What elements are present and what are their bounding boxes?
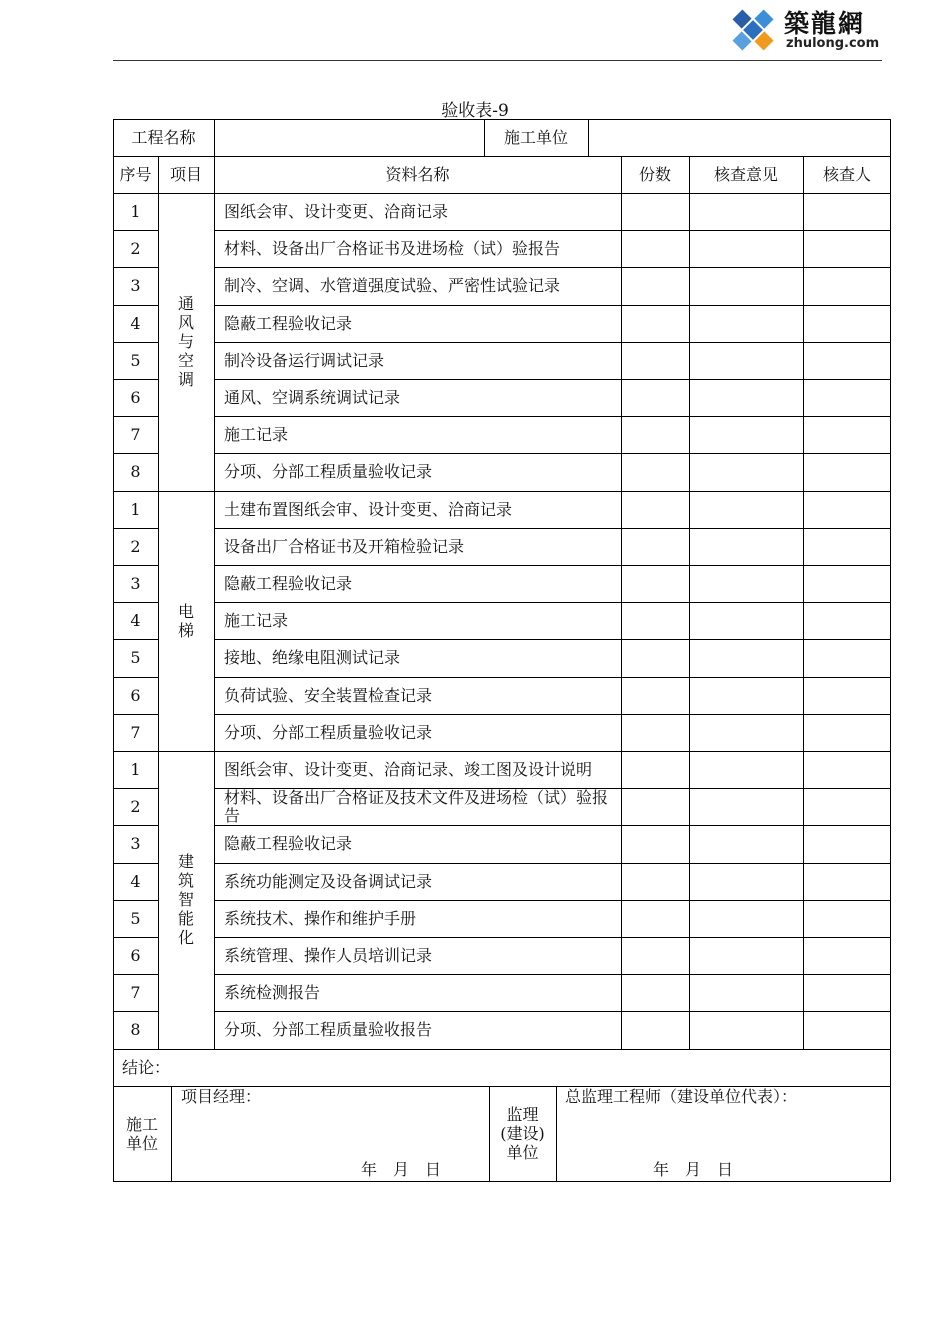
row-checker-cell [803, 677, 891, 714]
row-opinion-cell [689, 453, 803, 490]
row-opinion-cell [689, 639, 803, 676]
col-header-item: 项目 [169, 165, 202, 184]
row-copies-cell [621, 677, 689, 714]
row-document-name: 施工记录 [224, 425, 289, 445]
row-copies-cell [621, 379, 689, 416]
grid-line [621, 193, 622, 491]
grid-line [621, 156, 622, 193]
row-opinion-cell [689, 565, 803, 602]
logo-mark-icon [724, 2, 782, 58]
row-checker-cell [803, 267, 891, 304]
row-document-name: 图纸会审、设计变更、洽商记录 [224, 202, 449, 222]
row-seq-number: 5 [130, 908, 141, 928]
row-opinion-cell [689, 379, 803, 416]
section-label: 电梯 [177, 601, 194, 640]
row-opinion-cell [689, 1011, 803, 1048]
row-copies-cell [621, 342, 689, 379]
row-checker-cell [803, 416, 891, 453]
section-label: 建筑智能化 [177, 852, 194, 948]
row-seq-number: 3 [130, 574, 141, 594]
row-copies-cell [621, 602, 689, 639]
grid-line [689, 156, 690, 193]
row-copies-cell [621, 900, 689, 937]
row-checker-cell [803, 900, 891, 937]
row-document-name: 系统管理、操作人员培训记录 [224, 946, 433, 966]
header-rule [113, 60, 882, 61]
row-document-name: 土建布置图纸会审、设计变更、洽商记录 [224, 499, 513, 519]
col-header-doc-name: 资料名称 [385, 165, 450, 184]
row-opinion-cell [689, 714, 803, 751]
date-field-right: 年 月 日 [653, 1160, 734, 1179]
grid-line [214, 156, 215, 193]
row-document-name: 系统技术、操作和维护手册 [224, 908, 417, 928]
row-checker-cell [803, 937, 891, 974]
page-title: 验收表-9 [441, 101, 509, 121]
row-opinion-cell [689, 602, 803, 639]
row-seq-number: 5 [130, 648, 141, 668]
grid-line [803, 491, 804, 751]
acceptance-table [113, 119, 891, 1182]
row-document-name: 系统功能测定及设备调试记录 [224, 871, 433, 891]
row-seq-number: 2 [130, 536, 141, 556]
row-checker-cell [803, 342, 891, 379]
row-copies-cell [621, 639, 689, 676]
row-checker-cell [803, 602, 891, 639]
row-checker-cell [803, 714, 891, 751]
supervision-unit-sign-label: 监理(建设)单位 [500, 1105, 545, 1163]
row-copies-cell [621, 863, 689, 900]
grid-line [484, 119, 485, 156]
grid-line [556, 1086, 557, 1182]
row-seq-number: 1 [130, 202, 141, 222]
row-checker-cell [803, 453, 891, 490]
row-opinion-cell [689, 677, 803, 714]
row-copies-cell [621, 825, 689, 862]
row-document-name: 制冷设备运行调试记录 [224, 350, 385, 370]
row-opinion-cell [689, 230, 803, 267]
row-copies-cell [621, 788, 689, 825]
col-header-checker: 核查人 [822, 165, 871, 184]
row-copies-cell [621, 453, 689, 490]
row-seq-number: 6 [130, 946, 141, 966]
row-document-name: 材料、设备出厂合格证书及进场检（试）验报告 [224, 239, 561, 259]
row-document-name: 设备出厂合格证书及开箱检验记录 [224, 536, 465, 556]
row-seq-number: 2 [130, 239, 141, 259]
row-checker-cell [803, 639, 891, 676]
row-checker-cell [803, 788, 891, 825]
row-document-name: 负荷试验、安全装置检查记录 [224, 685, 433, 705]
chief-engineer-label: 总监理工程师（建设单位代表）： [565, 1086, 798, 1106]
row-opinion-cell [689, 937, 803, 974]
row-opinion-cell [689, 305, 803, 342]
row-checker-cell [803, 825, 891, 862]
grid-line [689, 193, 690, 491]
row-copies-cell [621, 714, 689, 751]
row-checker-cell [803, 491, 891, 528]
row-seq-number: 4 [130, 611, 141, 631]
row-opinion-cell [689, 491, 803, 528]
logo-chinese-text: 築龍網 [784, 9, 866, 38]
row-document-name: 通风、空调系统调试记录 [224, 388, 401, 408]
project-name-label: 工程名称 [131, 128, 196, 147]
row-checker-cell [803, 193, 891, 230]
row-opinion-cell [689, 267, 803, 304]
construction-unit-value [588, 119, 891, 156]
row-checker-cell [803, 565, 891, 602]
grid-line [621, 491, 622, 751]
grid-line [171, 1086, 172, 1182]
col-header-copies: 份数 [638, 165, 671, 184]
row-copies-cell [621, 937, 689, 974]
conclusion-label: 结论： [122, 1057, 171, 1077]
row-seq-number: 5 [130, 350, 141, 370]
grid-line [689, 751, 690, 1049]
row-document-name: 隐蔽工程验收记录 [224, 834, 353, 854]
row-copies-cell [621, 491, 689, 528]
row-document-name: 施工记录 [224, 611, 289, 631]
logo-url-text: zhulong.com [786, 36, 880, 51]
row-document-name: 分项、分部工程质量验收报告 [224, 1020, 433, 1040]
row-opinion-cell [689, 342, 803, 379]
row-copies-cell [621, 974, 689, 1011]
row-copies-cell [621, 751, 689, 788]
row-copies-cell [621, 416, 689, 453]
grid-line [158, 156, 159, 193]
row-seq-number: 3 [130, 276, 141, 296]
row-seq-number: 6 [130, 685, 141, 705]
grid-line [158, 491, 159, 751]
row-document-name: 系统检测报告 [224, 983, 321, 1003]
row-document-name: 接地、绝缘电阻测试记录 [224, 648, 401, 668]
row-copies-cell [621, 230, 689, 267]
row-copies-cell [621, 1011, 689, 1048]
row-document-name: 分项、分部工程质量验收记录 [224, 722, 433, 742]
row-document-name: 材料、设备出厂合格证及技术文件及进场检（试）验报告 [224, 787, 609, 825]
row-document-name: 图纸会审、设计变更、洽商记录、竣工图及设计说明 [224, 760, 593, 780]
row-document-name: 分项、分部工程质量验收记录 [224, 462, 433, 482]
row-seq-number: 8 [130, 1020, 141, 1040]
project-manager-label: 项目经理： [181, 1086, 262, 1106]
construction-unit-label: 施工单位 [503, 128, 568, 147]
grid-line [214, 119, 215, 156]
row-seq-number: 7 [130, 425, 141, 445]
row-opinion-cell [689, 900, 803, 937]
row-copies-cell [621, 305, 689, 342]
grid-line [158, 193, 159, 491]
row-opinion-cell [689, 863, 803, 900]
row-checker-cell [803, 1011, 891, 1048]
grid-line [803, 156, 804, 193]
row-seq-number: 1 [130, 760, 141, 780]
row-opinion-cell [689, 825, 803, 862]
row-copies-cell [621, 267, 689, 304]
grid-line [214, 491, 215, 751]
project-name-value [214, 119, 484, 156]
grid-line [689, 491, 690, 751]
row-copies-cell [621, 565, 689, 602]
row-seq-number: 4 [130, 871, 141, 891]
row-opinion-cell [689, 751, 803, 788]
row-checker-cell [803, 863, 891, 900]
grid-line [214, 751, 215, 1049]
zhulong-logo [724, 2, 884, 58]
grid-line [158, 751, 159, 1049]
grid-line [214, 193, 215, 491]
row-seq-number: 8 [130, 462, 141, 482]
row-document-name: 制冷、空调、水管道强度试验、严密性试验记录 [224, 276, 561, 296]
row-seq-number: 2 [130, 797, 141, 817]
row-copies-cell [621, 528, 689, 565]
row-opinion-cell [689, 788, 803, 825]
row-seq-number: 6 [130, 388, 141, 408]
row-seq-number: 1 [130, 499, 141, 519]
row-document-name: 隐蔽工程验收记录 [224, 313, 353, 333]
grid-line [588, 119, 589, 156]
col-header-seq: 序号 [119, 165, 152, 184]
row-checker-cell [803, 230, 891, 267]
row-opinion-cell [689, 974, 803, 1011]
grid-line [803, 193, 804, 491]
row-seq-number: 3 [130, 834, 141, 854]
row-checker-cell [803, 305, 891, 342]
section-label: 通风与空调 [177, 294, 194, 390]
row-seq-number: 7 [130, 983, 141, 1003]
row-opinion-cell [689, 528, 803, 565]
grid-line [803, 751, 804, 1049]
row-checker-cell [803, 751, 891, 788]
row-seq-number: 7 [130, 722, 141, 742]
row-copies-cell [621, 193, 689, 230]
col-header-opinion: 核查意见 [713, 165, 778, 184]
row-seq-number: 4 [130, 313, 141, 333]
row-opinion-cell [689, 193, 803, 230]
row-opinion-cell [689, 416, 803, 453]
date-field-left: 年 月 日 [361, 1160, 442, 1179]
grid-line [621, 751, 622, 1049]
row-document-name: 隐蔽工程验收记录 [224, 574, 353, 594]
row-checker-cell [803, 379, 891, 416]
row-checker-cell [803, 974, 891, 1011]
row-checker-cell [803, 528, 891, 565]
construction-unit-sign-label: 施工单位 [126, 1114, 159, 1153]
